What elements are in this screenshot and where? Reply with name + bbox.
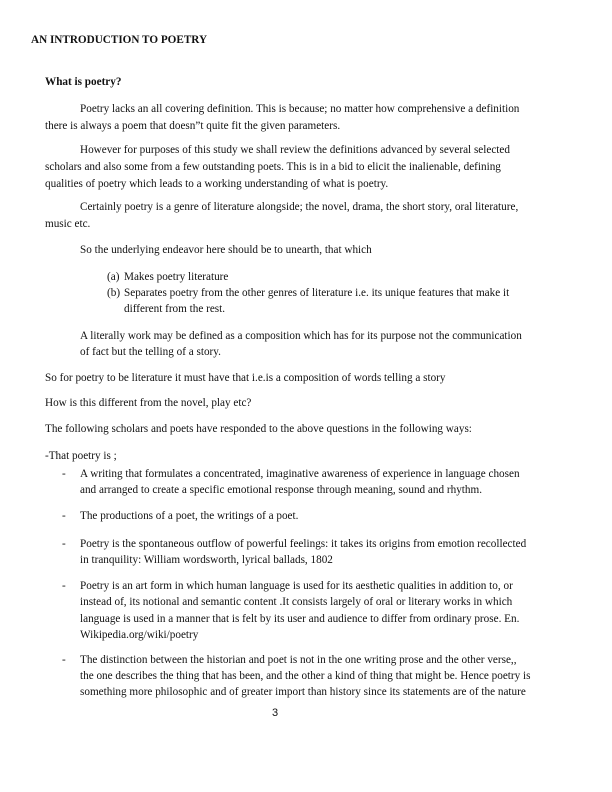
list-marker: (a): [107, 271, 120, 283]
paragraph-line: qualities of poetry which leads to a working understanding of what is poetry.: [45, 178, 389, 190]
paragraph-line: Certainly poetry is a genre of literature alongside; the novel, drama, the short story, oral literature,: [80, 201, 519, 213]
bullet-line: A writing that formulates a concentrated, imaginative awareness of experience in language chosen: [80, 468, 520, 480]
paragraph-line: there is always a poem that doesn”t quite fit the given parameters.: [45, 120, 341, 132]
bullet-dash: -: [62, 580, 66, 592]
bullet-dash: -: [62, 510, 66, 522]
paragraph-line: scholars and also some from a few outstanding poets. This is in a bid to elicit the inalienable, defining: [45, 161, 501, 173]
section-heading: What is poetry?: [45, 76, 122, 88]
bullet-line: instead of, its notional and semantic content .It consists largely of oral or literary works in which: [80, 596, 513, 608]
paragraph-line: music etc.: [45, 218, 91, 230]
paragraph-line: A literally work may be defined as a composition which has for its purpose not the communication: [80, 330, 522, 342]
bullet-line: the one describes the thing that has been, and the other a kind of thing that might be. Hence poetry is: [80, 670, 531, 682]
statement: -That poetry is ;: [45, 450, 117, 462]
page-number: 3: [272, 707, 279, 719]
statement: The following scholars and poets have responded to the above questions in the following ways:: [45, 423, 472, 435]
list-marker: (b): [107, 287, 121, 299]
bullet-line: Wikipedia.org/wiki/poetry: [80, 629, 199, 641]
statement: How is this different from the novel, play etc?: [45, 397, 252, 409]
paragraph-line: However for purposes of this study we shall review the definitions advanced by several selected: [80, 144, 510, 156]
list-item: Separates poetry from the other genres of literature i.e. its unique features that make it: [124, 287, 510, 299]
list-item: different from the rest.: [124, 303, 226, 315]
document-title: AN INTRODUCTION TO POETRY: [31, 34, 208, 46]
statement: So for poetry to be literature it must have that i.e.is a composition of words telling a story: [45, 372, 446, 384]
list-item: Makes poetry literature: [124, 271, 229, 283]
bullet-line: The productions of a poet, the writings of a poet.: [80, 510, 299, 522]
bullet-dash: -: [62, 468, 66, 480]
bullet-line: language is used in a manner that is felt by its user and audience to differ from ordinary prose. En.: [80, 613, 520, 625]
bullet-dash: -: [62, 538, 66, 550]
paragraph-line: of fact but the telling of a story.: [80, 346, 221, 358]
bullet-dash: -: [62, 654, 66, 666]
bullet-line: The distinction between the historian and poet is not in the one writing prose and the other verse,,: [80, 654, 517, 666]
bullet-line: in tranquility: William wordsworth, lyrical ballads, 1802: [80, 554, 333, 566]
bullet-line: Poetry is an art form in which human language is used for its aesthetic qualities in addition to, or: [80, 580, 513, 592]
bullet-line: Poetry is the spontaneous outflow of powerful feelings: it takes its origins from emotion recollected: [80, 538, 527, 550]
paragraph-line: So the underlying endeavor here should be to unearth, that which: [80, 244, 372, 256]
bullet-line: and arranged to create a specific emotional response through meaning, sound and rhythm.: [80, 484, 482, 496]
bullet-line: something more philosophic and of greater import than history since its statements are of the nature: [80, 686, 526, 698]
paragraph-line: Poetry lacks an all covering definition. This is because; no matter how comprehensive a definition: [80, 103, 520, 115]
